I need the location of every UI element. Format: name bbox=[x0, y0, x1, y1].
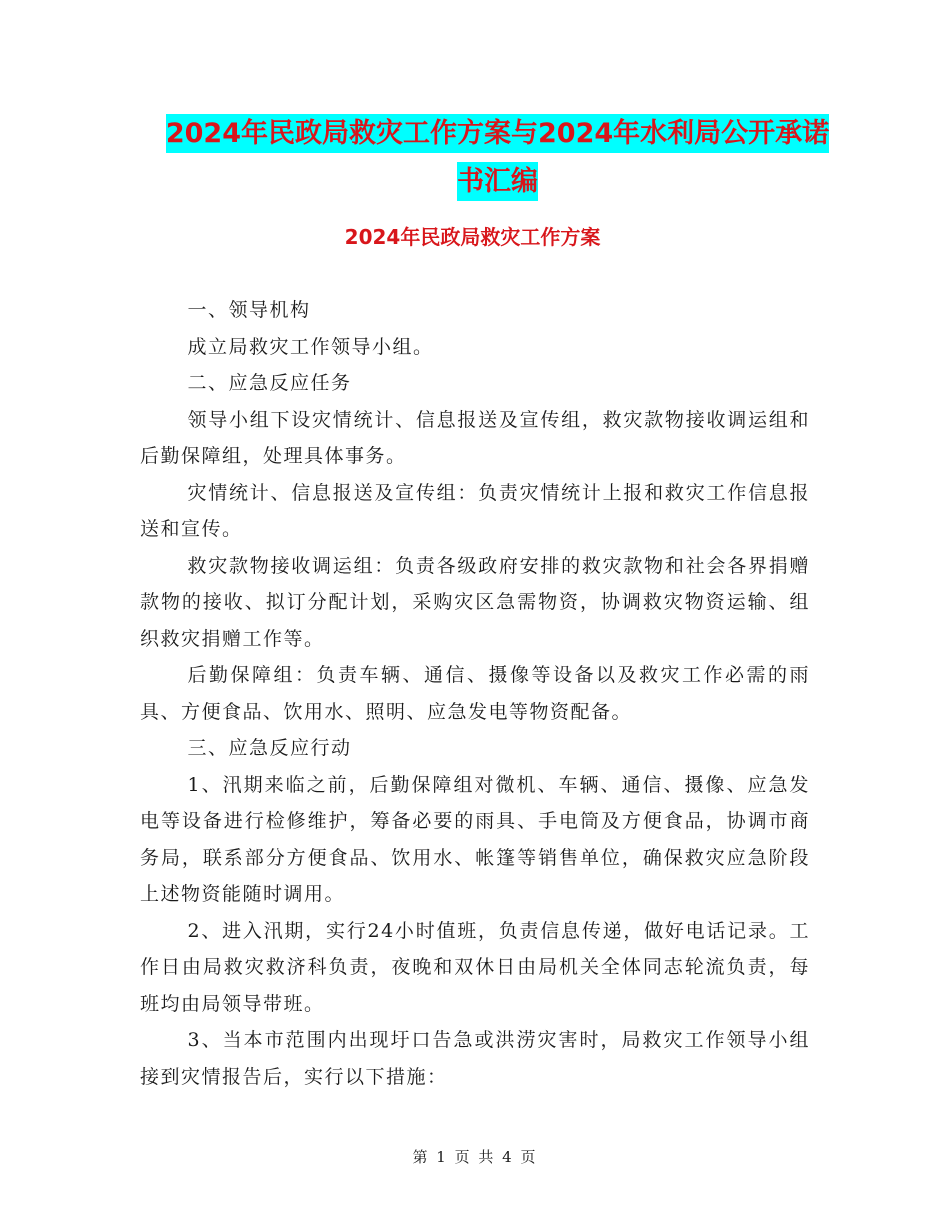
title-line-1: 2024年民政局救灾工作方案与2024年水利局公开承诺 bbox=[166, 114, 829, 153]
paragraph: 后勤保障组：负责车辆、通信、摄像等设备以及救灾工作必需的雨具、方便食品、饮用水、照明、应急发电等物资配备。 bbox=[140, 664, 810, 723]
paragraph: 二、应急反应任务 bbox=[187, 372, 352, 394]
paragraph: 成立局救灾工作领导小组。 bbox=[187, 335, 434, 358]
document-body bbox=[140, 292, 810, 1095]
paragraph: 1、汛期来临之前，后勤保障组对微机、车辆、通信、摄像、应急发电等设备进行检修维护，筹备必要的雨具、手电筒及方便食品，协调市商务局，联系部分方便食品、饮用水、帐篷等销售单位，确保救灾应急阶段上述物资能随时调用。 bbox=[140, 773, 810, 905]
paragraph: 3、当本市范围内出现圩口告急或洪涝灾害时，局救灾工作领导小组接到灾情报告后，实行以下措施： bbox=[140, 1029, 810, 1088]
document-title bbox=[140, 110, 855, 206]
paragraph: 三、应急反应行动 bbox=[187, 737, 352, 759]
paragraph: 一、领导机构 bbox=[187, 299, 311, 321]
page-footer: 第 1 页 共 4 页 bbox=[412, 1148, 538, 1166]
paragraph: 灾情统计、信息报送及宣传组：负责灾情统计上报和救灾工作信息报送和宣传。 bbox=[140, 481, 810, 540]
title-line-2: 书汇编 bbox=[457, 162, 538, 201]
paragraph: 救灾款物接收调运组：负责各级政府安排的救灾款物和社会各界捐赠款物的接收、拟订分配计划，采购灾区急需物资，协调救灾物资运输、组织救灾捐赠工作等。 bbox=[140, 554, 810, 650]
paragraph: 领导小组下设灾情统计、信息报送及宣传组，救灾款物接收调运组和后勤保障组，处理具体事务。 bbox=[140, 408, 810, 467]
paragraph: 2、进入汛期，实行24小时值班，负责信息传递，做好电话记录。工作日由局救灾救济科负责，夜晚和双休日由局机关全体同志轮流负责，每班均由局领导带班。 bbox=[140, 919, 810, 1015]
section-title: 2024年民政局救灾工作方案 bbox=[344, 225, 601, 249]
